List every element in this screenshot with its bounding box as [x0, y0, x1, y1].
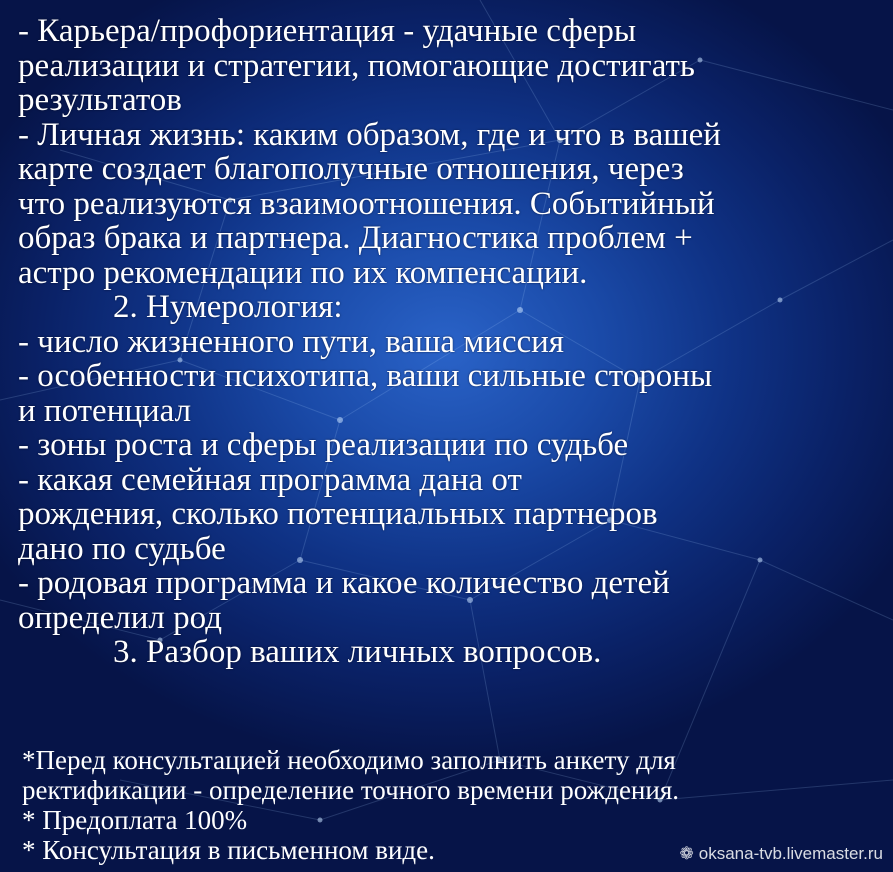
text-line: что реализуются взаимоотношения. Событийный: [18, 185, 715, 222]
text-line: дано по судьбе: [18, 530, 226, 567]
text-line: и потенциал: [18, 392, 192, 429]
flower-icon: ❁: [679, 844, 694, 863]
text-line: определил род: [18, 599, 222, 636]
note-line: ректификации - определение точного времени рождения.: [22, 775, 680, 805]
text-line: - какая семейная программа дана от: [18, 461, 522, 498]
text-line: карте создает благополучные отношения, через: [18, 151, 684, 187]
text-line: - число жизненного пути, ваша миссия: [18, 323, 564, 360]
text-line: - особенности психотипа, ваши сильные стороны: [18, 358, 713, 394]
text-line: реализации и стратегии, помогающие достигать: [18, 47, 695, 84]
text-line: рождения, сколько потенциальных партнеров: [18, 496, 658, 532]
note-line: * Предоплата 100%: [22, 805, 248, 835]
service-description: [18, 14, 878, 670]
note-line: *Перед консультацией необходимо заполнить анкету для: [22, 745, 676, 775]
text-line: - родовая программа и какое количество детей: [18, 565, 670, 601]
text-line: образ брака и партнера. Диагностика проблем +: [18, 220, 693, 256]
text-line: - Карьера/профориентация - удачные сферы: [18, 13, 637, 49]
note-line: * Консультация в письменном виде.: [22, 835, 435, 865]
section-heading-numerology: 2. Нумерология:: [113, 289, 343, 325]
text-line: результатов: [18, 82, 182, 118]
text-line: астро рекомендации по их компенсации.: [18, 254, 588, 291]
text-line: - Личная жизнь: каким образом, где и что в вашей: [18, 116, 721, 153]
watermark: [680, 844, 884, 864]
watermark-text: oksana-tvb.livemaster.ru: [698, 844, 883, 863]
text-line: - зоны роста и сферы реализации по судьбе: [18, 427, 629, 463]
section-heading-questions: 3. Разбор ваших личных вопросов.: [113, 634, 602, 670]
